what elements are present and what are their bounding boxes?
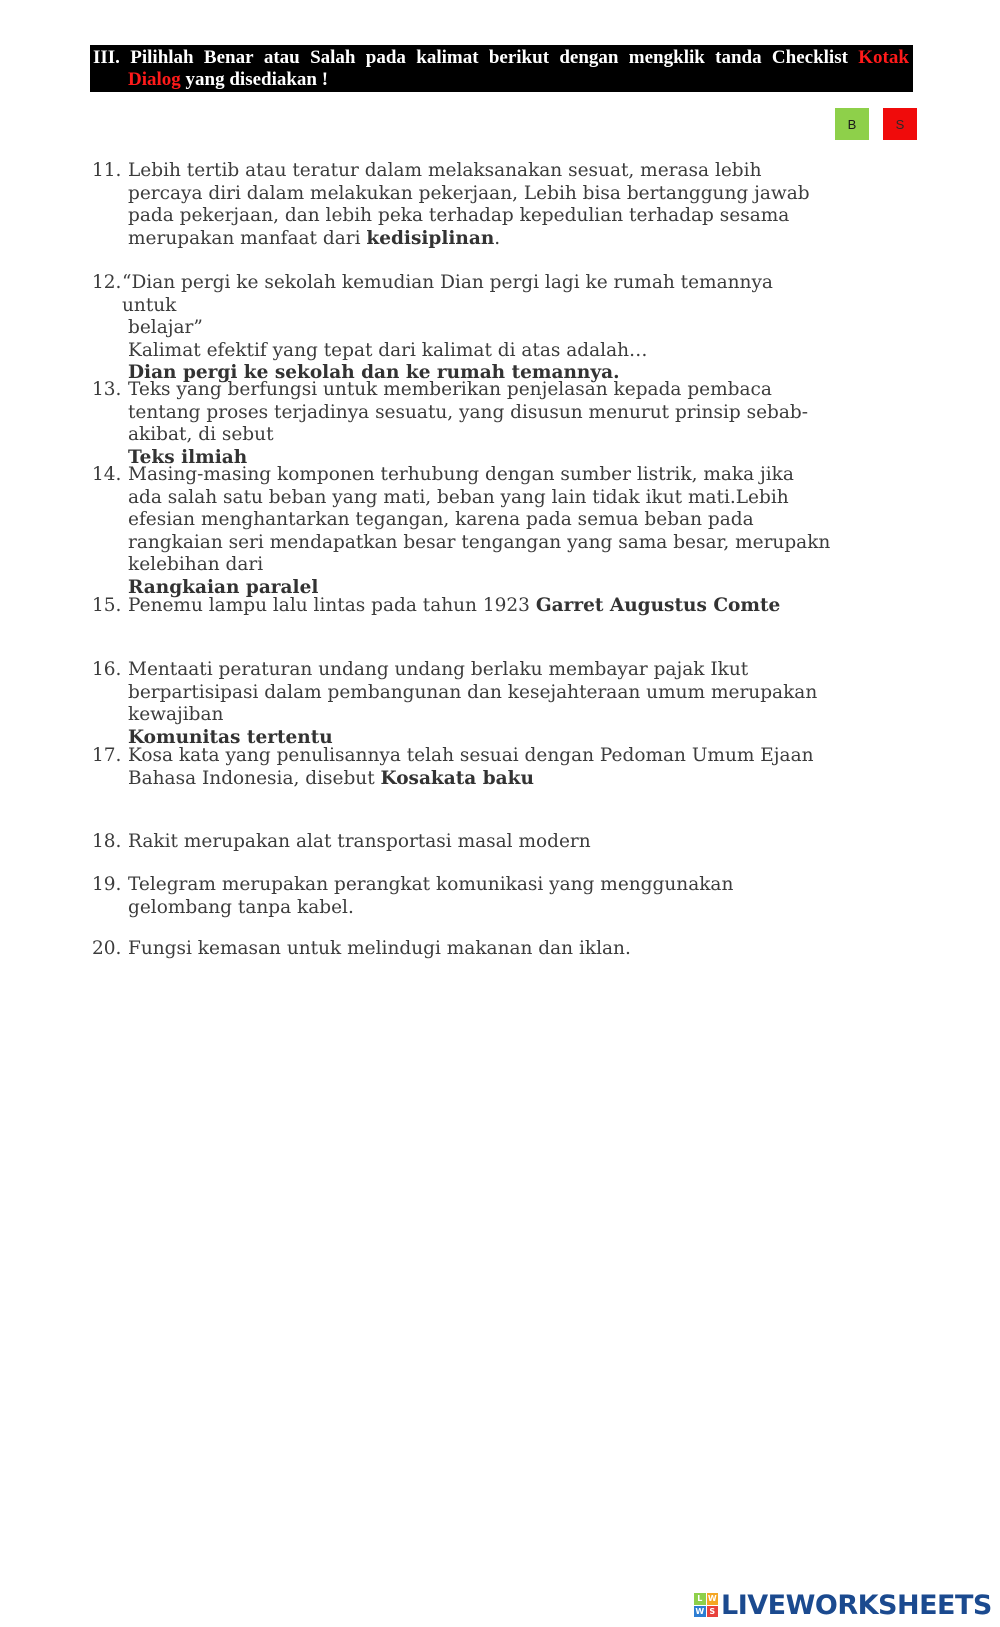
question-text: Masing-masing komponen terhubung dengan sumber listrik, maka jika ada salah satu beban yang mati, beban yang lain tidak ikut mati.Lebih efesian menghantarkan tegangan, karena pada semua beban pada rangkaian seri mendapatkan besar tengangan yang sama besar, merupakn kelebihan dari Rangkaian paralel — [128, 464, 831, 598]
question-number: 11. — [92, 160, 122, 181]
highlight-dialog: Dialog — [128, 69, 181, 90]
highlight-kotak: Kotak — [858, 47, 909, 68]
salah-button[interactable]: S — [883, 108, 917, 140]
question-number: 15. — [92, 595, 122, 616]
question-18 — [92, 831, 832, 854]
benar-button[interactable]: B — [835, 108, 869, 140]
question-text: Kosa kata yang penulisannya telah sesuai dengan Pedoman Umum Ejaan Bahasa Indonesia, disebut Kosakata baku — [128, 745, 814, 789]
question-20 — [92, 938, 832, 961]
answer-statement: Dian pergi ke sekolah dan ke rumah temannya. — [128, 362, 620, 383]
section-number: III. — [93, 47, 120, 68]
question-text: Mentaati peraturan undang undang berlaku membayar pajak Ikut berpartisipasi dalam pembangunan dan kesejahteraan umum merupakan kewajiban Komunitas tertentu — [128, 659, 818, 748]
question-11 — [92, 160, 832, 250]
answer-statement: Rangkaian paralel — [128, 576, 319, 598]
instruction-line-1: III. Pilihlah Benar atau Salah pada kalimat berikut dengan mengklik tanda Checklist Kotak — [93, 47, 909, 68]
question-19 — [92, 874, 832, 919]
instruction-line-2: Dialog yang disediakan ! — [128, 69, 329, 90]
question-number: 19. — [92, 874, 122, 895]
question-text: Rakit merupakan alat transportasi masal modern — [128, 831, 591, 852]
question-number: 16. — [92, 659, 122, 680]
question-number: 13. — [92, 379, 122, 400]
question-number: 14. — [92, 464, 122, 485]
question-text: Lebih tertib atau teratur dalam melaksanakan sesuat, merasa lebih percaya diri dalam melakukan pekerjaan, Lebih bisa bertanggung jawab pada pekerjaan, dan lebih peka terhadap kepedulian terhadap sesama merupakan manfaat dari kedisiplinan. — [128, 160, 810, 249]
question-text: Penemu lampu lalu lintas pada tahun 1923 Garret Augustus Comte — [128, 595, 781, 616]
answer-statement: kedisiplinan — [366, 227, 495, 249]
question-16 — [92, 659, 832, 749]
question-text: “Dian pergi ke sekolah kemudian Dian pergi lagi ke rumah temannya untuk belajar” Kalimat efektif yang tepat dari kalimat di atas adalah… Dian pergi ke sekolah dan ke rumah temannya. — [122, 272, 773, 383]
question-14 — [92, 464, 832, 599]
question-number: 17. — [92, 745, 122, 766]
question-12 — [92, 272, 832, 385]
instruction-header — [90, 45, 913, 92]
liveworksheets-logo — [694, 1588, 992, 1622]
question-15 — [92, 595, 832, 618]
answer-statement: Komunitas tertentu — [128, 726, 333, 748]
answer-statement: Garret Augustus Comte — [535, 595, 781, 616]
answer-statement: Kosakata baku — [380, 767, 534, 789]
answer-statement: Teks ilmiah — [128, 446, 248, 468]
question-17 — [92, 745, 832, 790]
logo-grid-icon: L W W S — [695, 1594, 717, 1616]
question-number: 12. — [92, 272, 122, 293]
question-text: Telegram merupakan perangkat komunikasi yang menggunakan gelombang tanpa kabel. — [128, 874, 734, 918]
question-13 — [92, 379, 832, 469]
question-text: Teks yang berfungsi untuk memberikan penjelasan kepada pembaca tentang proses terjadinya sesuatu, yang disusun menurut prinsip sebab-akibat, di sebut Teks ilmiah — [128, 379, 809, 468]
question-number: 20. — [92, 938, 122, 959]
question-text: Fungsi kemasan untuk melindugi makanan dan iklan. — [128, 938, 631, 959]
logo-text: LIVEWORKSHEETS — [721, 1589, 992, 1621]
question-number: 18. — [92, 831, 122, 852]
